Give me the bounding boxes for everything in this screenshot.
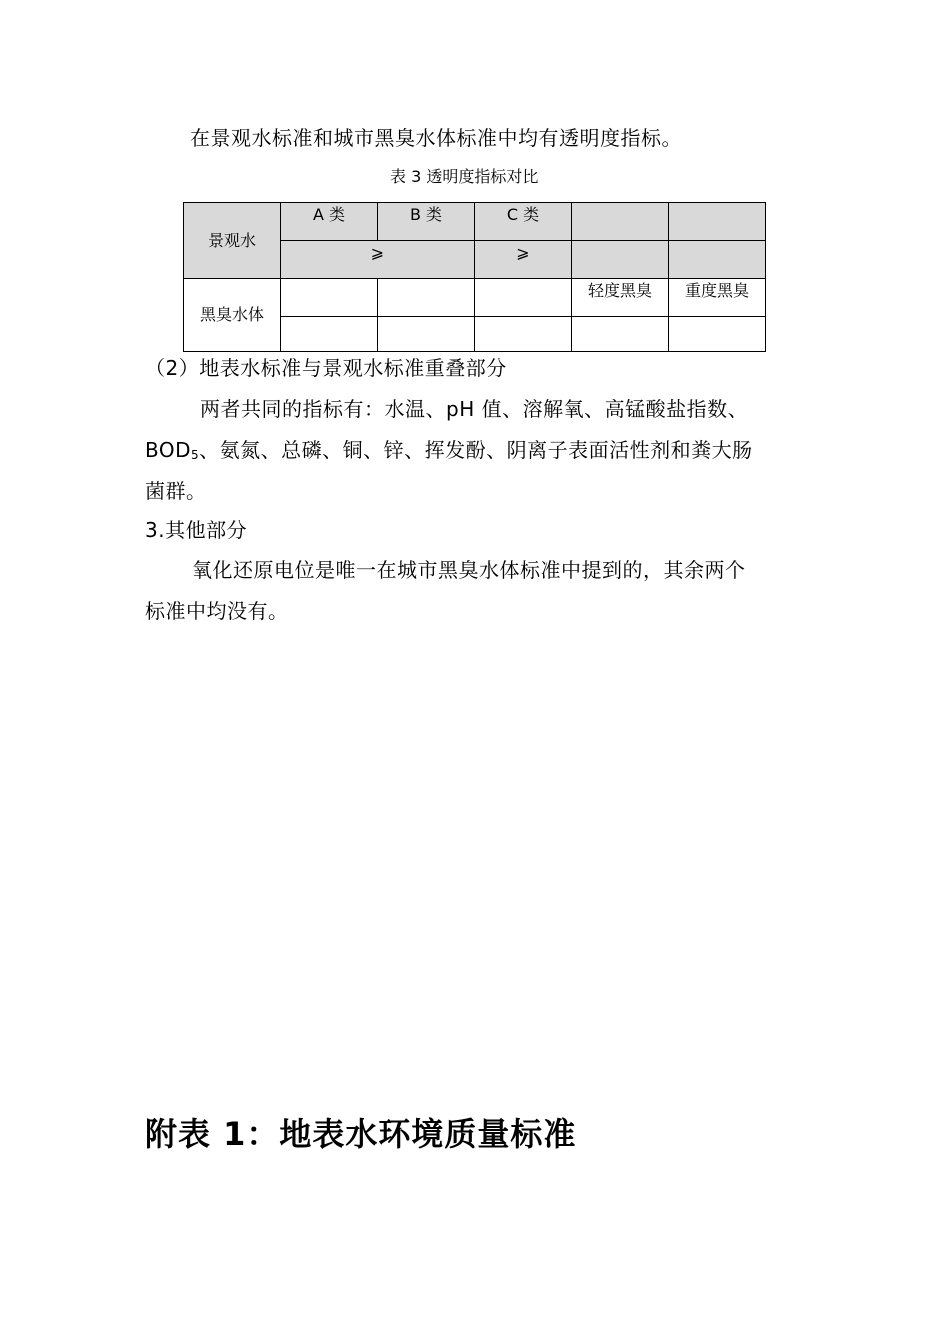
transparency-comparison-table [183,202,766,352]
table-cell [281,279,378,317]
table-cell [572,317,669,352]
table-cell [572,203,669,241]
section3-line2: 标准中均没有。 [145,599,289,623]
table-row [184,279,766,317]
table-cell [669,203,766,241]
table-cell [475,279,572,317]
class-c-value: ⩾ [475,241,572,279]
section3-line1: 氧化还原电位是唯一在城市黑臭水体标准中提到的，其余两个 [192,558,746,582]
table-cell [572,241,669,279]
class-c-header: C 类 [475,203,572,241]
table-row [184,203,766,241]
table-cell [669,317,766,352]
black-odor-water-label: 黑臭水体 [184,279,281,352]
class-b-header: B 类 [378,203,475,241]
table-cell [669,241,766,279]
bod-label: BOD [145,438,192,462]
intro-paragraph: 在景观水标准和城市黑臭水体标准中均有透明度指标。 [190,126,682,150]
landscape-water-label: 景观水 [184,203,281,279]
section2-line3: 菌群。 [145,479,207,503]
section2-title: （2）地表水标准与景观水标准重叠部分 [145,356,507,380]
class-ab-value: ⩾ [281,241,475,279]
bod-subscript: 5 [191,448,200,462]
table-cell [378,317,475,352]
table-cell [378,279,475,317]
section3-title: 3.其他部分 [145,518,248,542]
section2-line1: 两者共同的指标有：水温、pH 值、溶解氧、高锰酸盐指数、 [200,397,749,421]
table-caption: 表 3 透明度指标对比 [390,167,539,186]
appendix-heading: 附表 1：地表水环境质量标准 [145,1115,577,1153]
section2-line2-rest: 、氨氮、总磷、铜、锌、挥发酚、阴离子表面活性剂和粪大肠 [199,438,753,462]
table-cell [281,317,378,352]
light-black-odor-header: 轻度黑臭 [572,279,669,317]
table-cell [475,317,572,352]
heavy-black-odor-header: 重度黑臭 [669,279,766,317]
section2-line2 [145,438,753,467]
class-a-header: A 类 [281,203,378,241]
